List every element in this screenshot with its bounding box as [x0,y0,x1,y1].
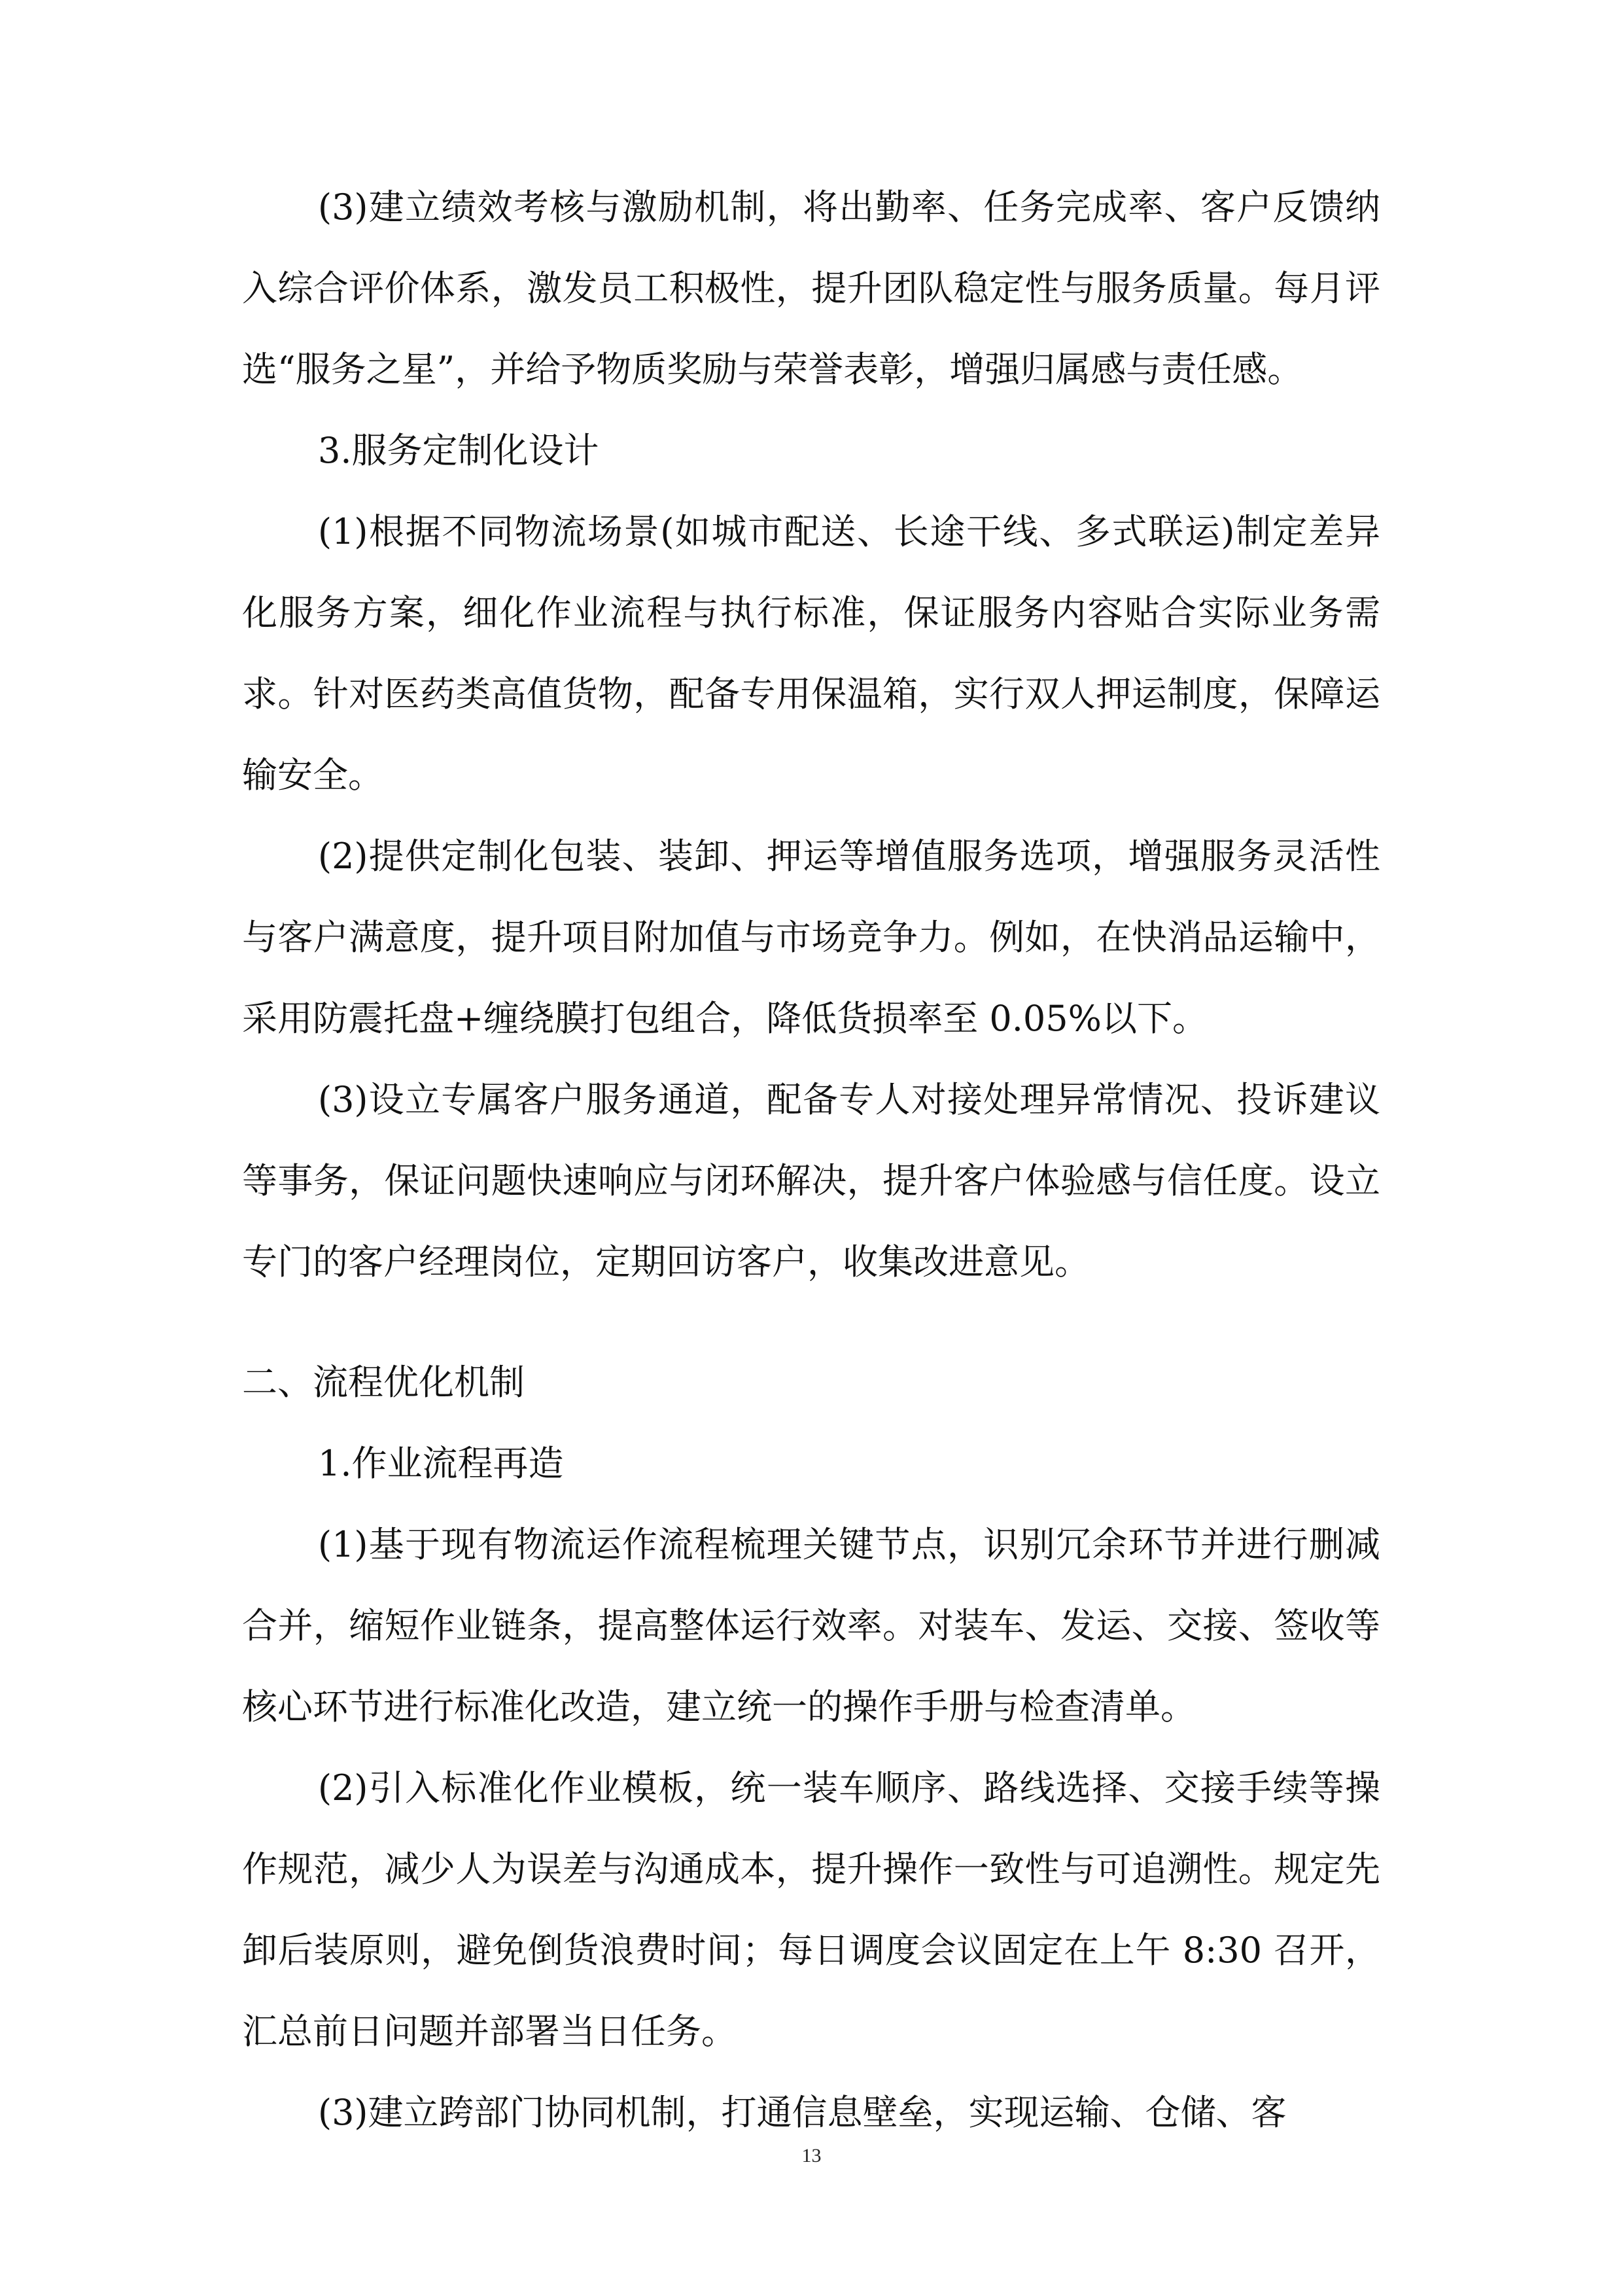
section-title-process-optimization: 二、流程优化机制 [242,1362,525,1403]
subheading-process-reengineering: 1.作业流程再造 [318,1443,564,1484]
paragraph-performance-incentive: (3)建立绩效考核与激励机制，将出勤率、任务完成率、客户反馈纳入综合评价体系，激发员工积极性，提升团队稳定性与服务质量。每月评选“服务之星”，并给予物质奖励与荣誉表彰，增强归属感与责任感。 [242,186,1380,390]
subheading-service-customization: 3.服务定制化设计 [318,430,599,471]
paragraph-key-nodes: (1)基于现有物流运作流程梳理关键节点，识别冗余环节并进行删减合并，缩短作业链条，提高整体运行效率。对装车、发运、交接、签收等核心环节进行标准化改造，建立统一的操作手册与检查清单。 [242,1524,1380,1727]
paragraph-differentiated-plans: (1)根据不同物流场景(如城市配送、长途干线、多式联运)制定差异化服务方案，细化作业流程与执行标准，保证服务内容贴合实际业务需求。针对医药类高值货物，配备专用保温箱，实行双人押运制度，保障运输安全。 [242,511,1380,796]
page-number: 13 [801,2145,822,2166]
paragraph-customer-service-channel: (3)设立专属客户服务通道，配备专人对接处理异常情况、投诉建议等事务，保证问题快速响应与闭环解决，提升客户体验感与信任度。设立专门的客户经理岗位，定期回访客户，收集改进意见。 [242,1079,1380,1282]
paragraph-cross-department: (3)建立跨部门协同机制，打通信息壁垒，实现运输、仓储、客 [318,2092,1287,2133]
paragraph-standard-templates: (2)引入标准化作业模板，统一装车顺序、路线选择、交接手续等操作规范，减少人为误差与沟通成本，提升操作一致性与可追溯性。规定先卸后装原则，避免倒货浪费时间；每日调度会议固定在上午 8:30 召开，汇总前日问题并部署当日任务。 [242,1767,1380,2052]
paragraph-value-added-services: (2)提供定制化包装、装卸、押运等增值服务选项，增强服务灵活性与客户满意度，提升项目附加值与市场竞争力。例如，在快消品运输中，采用防震托盘+缠绕膜打包组合，降低货损率至 0.05%以下。 [242,836,1380,1039]
document-body [242,167,1380,2153]
